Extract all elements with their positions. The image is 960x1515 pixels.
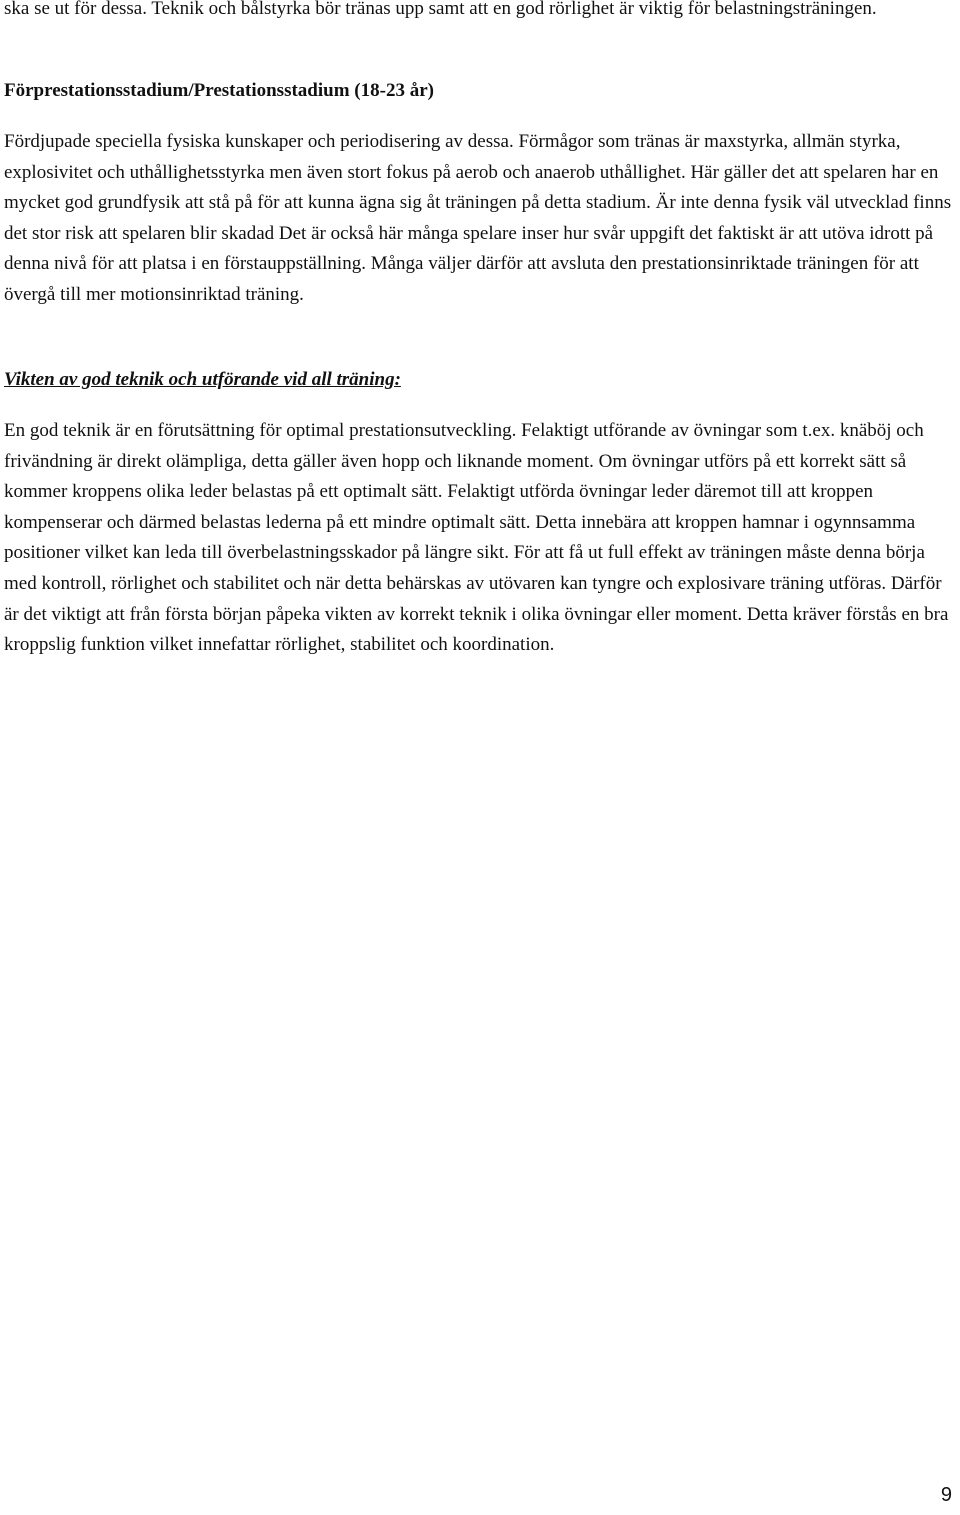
technique-paragraph: En god teknik är en förutsättning för optimal prestationsutveckling. Felaktigt utförande av övningar som t.ex. knäböj och frivändning är direkt olämpliga, detta gäller även hopp och liknande moment. Om övningar utförs på ett korrekt sätt så kommer kroppens olika leder belastas på ett optimalt sätt. Felaktigt utförda övningar leder däremot till att kroppen kompenserar och därmed belastas lederna på ett mindre optimalt sätt. Detta innebära att kroppen hamnar i ogynnsamma positioner vilket kan leda till överbelastningsskador på längre sikt. För att få ut full effekt av träningen måste denna börja med kontroll, rörlighet och stabilitet och när detta behärskas av utövaren kan tyngre och explosivare träning utföras. Därför är det viktigt att från första början påpeka vikten av korrekt teknik i olika övningar eller moment. Detta kräver förstås en bra kroppslig funktion vilket innefattar rörlighet, stabilitet och koordination. <box>4 420 949 656</box>
stage-heading: Förprestationsstadium/Prestationsstadium (18-23 år) <box>4 80 434 101</box>
intro-paragraph: ska se ut för dessa. Teknik och bålstyrka bör tränas upp samt att en god rörlighet är viktig för belastningsträningen. <box>4 0 877 19</box>
technique-heading: Vikten av god teknik och utförande vid all träning: <box>4 369 401 390</box>
stage-paragraph: Fördjupade speciella fysiska kunskaper och periodisering av dessa. Förmågor som tränas är maxstyrka, allmän styrka, explosivitet och uthållighetsstyrka men även stort fokus på aerob och anaerob uthållighet. Här gäller det att spelaren har en mycket god grundfysik att stå på för att kunna ägna sig åt träningen på detta stadium. Är inte denna fysik väl utvecklad finns det stor risk att spelaren blir skadad Det är också här många spelare inser hur svår uppgift det faktiskt är att utöva idrott på denna nivå för att platsa i en förstauppställning. Många väljer därför att avsluta den prestationsinriktade träningen för att övergå till mer motionsinriktad träning. <box>4 131 952 305</box>
page-number: 9 <box>940 1484 952 1506</box>
